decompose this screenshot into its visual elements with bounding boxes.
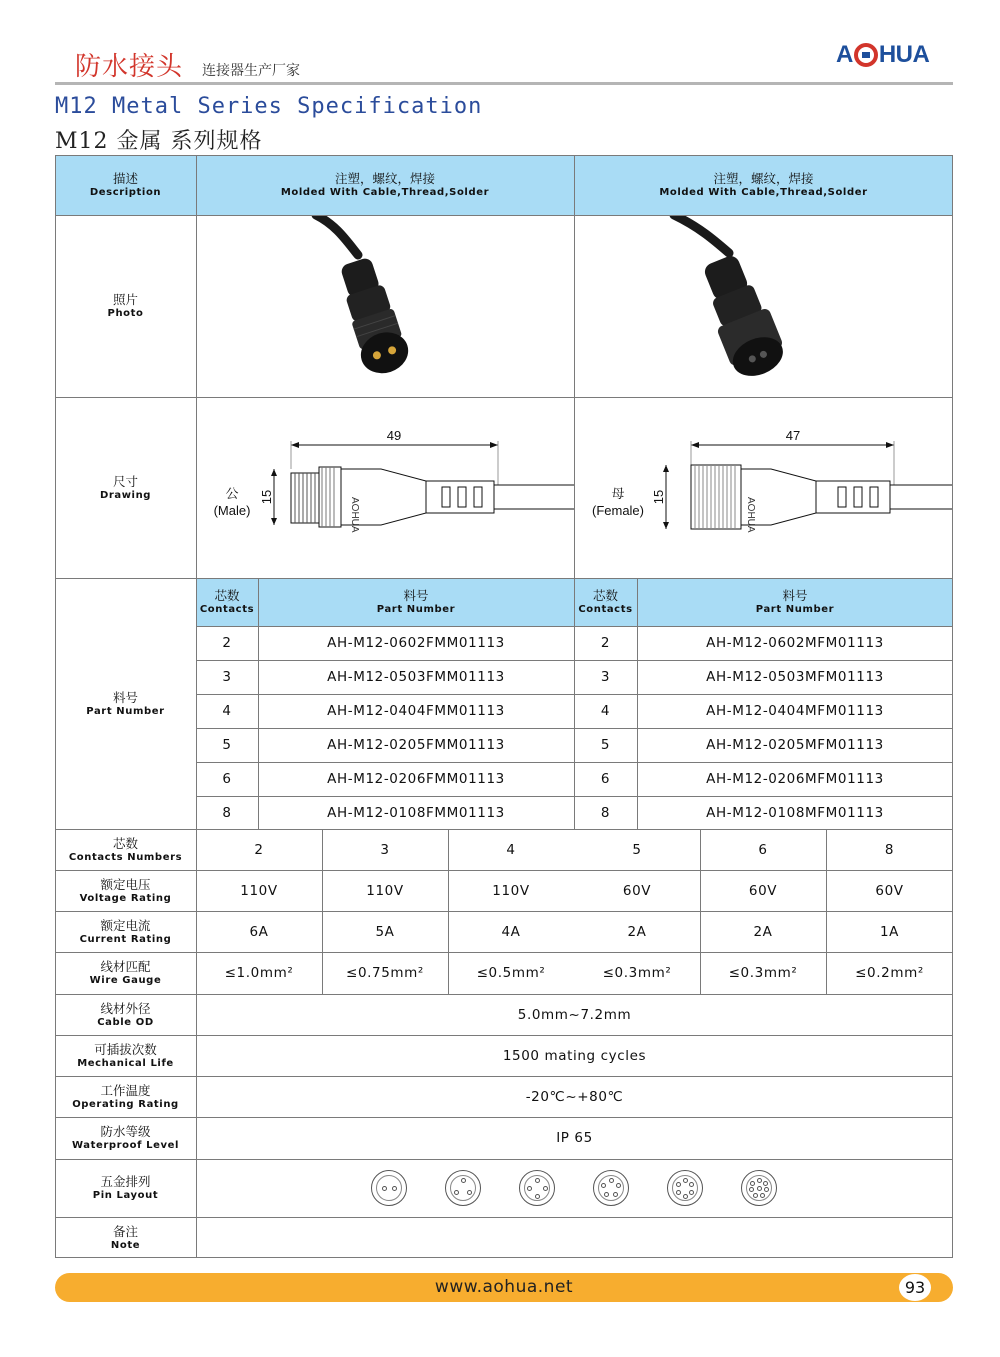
spec-label: 芯数 Contacts Numbers bbox=[68, 835, 183, 863]
spec-value: 110V bbox=[492, 882, 530, 899]
description-col1: 注塑，螺纹，焊接 Molded With Cable,Thread,Solder bbox=[280, 171, 490, 198]
svg-text:公: 公 bbox=[225, 486, 239, 501]
spec-label: 线材匹配 Wire Gauge bbox=[89, 959, 162, 986]
female-dimension-drawing bbox=[574, 397, 953, 578]
cable-od-label: 线材外径 Cable OD bbox=[97, 1000, 154, 1028]
photo-label: 照片 Photo bbox=[107, 292, 144, 319]
website-link[interactable]: www.aohua.net bbox=[434, 1277, 574, 1297]
spec-value: 110V bbox=[240, 882, 278, 899]
table-row: 5 AH-M12-0205FMM01113 5 AH-M12-0205MFM01113 bbox=[222, 737, 884, 753]
spec-label: 额定电压 Voltage Rating bbox=[79, 876, 172, 904]
female-connector-photo bbox=[574, 215, 953, 397]
spec-value: ≤1.0mm² bbox=[224, 965, 294, 981]
page-title-en: M12 Metal Series Specification bbox=[55, 94, 483, 119]
spec-value: 6 bbox=[758, 841, 768, 858]
spec-value: 4 bbox=[506, 841, 516, 858]
page-number: 93 bbox=[899, 1274, 931, 1301]
spec-value: ≤0.75mm² bbox=[346, 965, 424, 981]
spec-label: 额定电流 Current Rating bbox=[79, 917, 172, 945]
drawing-label: 尺寸 Drawing bbox=[99, 473, 152, 501]
svg-text:(Female): (Female) bbox=[591, 503, 645, 518]
female-dia-dim: 15 bbox=[651, 489, 666, 505]
table-row: 3 AH-M12-0503FMM01113 3 AH-M12-0503MFM01113 bbox=[222, 669, 884, 685]
spec-value: 6A bbox=[249, 923, 269, 940]
spec-value: 3 bbox=[380, 841, 390, 858]
male-length-dim: 49 bbox=[386, 428, 402, 443]
page-title-cn: M12 金属 系列规格 bbox=[55, 129, 263, 154]
pin-layout-label: 五金排列 Pin Layout bbox=[92, 1174, 159, 1201]
svg-text:(Male): (Male) bbox=[213, 503, 251, 518]
spec-value: ≤0.2mm² bbox=[855, 965, 924, 981]
svg-text:AOHUA: AOHUA bbox=[349, 497, 360, 533]
pin-layout-3-icon bbox=[445, 1170, 481, 1206]
spec-value: 5A bbox=[375, 923, 395, 940]
table-row: 8 AH-M12-0108FMM01113 8 AH-M12-0108MFM01113 bbox=[222, 804, 884, 821]
svg-text:母: 母 bbox=[611, 486, 625, 501]
operating-rating-label: 工作温度 Operating Rating bbox=[72, 1082, 179, 1110]
spec-value: 60V bbox=[622, 882, 652, 899]
aohua-logo: A HUA bbox=[836, 41, 930, 68]
part-number-label: 料号 Part Number bbox=[86, 689, 165, 717]
cable-od-value: 5.0mm~7.2mm bbox=[517, 1006, 632, 1023]
pin-layout-8-icon bbox=[741, 1170, 777, 1206]
pin-layout-4-icon bbox=[519, 1170, 555, 1206]
mechanical-life-label: 可插拔次数 Mechanical Life bbox=[77, 1041, 174, 1069]
footer-bar bbox=[55, 1273, 953, 1302]
table-row: 4 AH-M12-0404FMM01113 4 AH-M12-0404MFM01113 bbox=[222, 703, 884, 719]
spec-value: 60V bbox=[748, 882, 778, 899]
female-length-dim: 47 bbox=[785, 428, 801, 443]
spec-value: 1A bbox=[879, 923, 900, 940]
note-label: 备注 Note bbox=[110, 1223, 141, 1251]
category-title: 防水接头 bbox=[75, 52, 184, 82]
waterproof-level-label: 防水等级 Waterproof Level bbox=[71, 1124, 180, 1151]
spec-value: 8 bbox=[884, 841, 895, 858]
spec-value: ≤0.3mm² bbox=[602, 965, 672, 981]
header-divider bbox=[55, 82, 953, 85]
spec-value: 2 bbox=[254, 841, 264, 858]
spec-value: ≤0.5mm² bbox=[476, 965, 546, 981]
category-subtitle: 连接器生产厂家 bbox=[202, 63, 300, 79]
spec-value: 2A bbox=[753, 923, 773, 940]
pin-layout-6-icon bbox=[667, 1170, 703, 1206]
description-col2: 注塑，螺纹，焊接 Molded With Cable,Thread,Solder bbox=[659, 171, 868, 198]
waterproof-level-value: IP 65 bbox=[556, 1130, 593, 1146]
spec-value: 60V bbox=[875, 882, 904, 899]
female-contacts-header: 芯数 Contacts bbox=[578, 588, 633, 615]
pin-layout-5-icon bbox=[593, 1170, 629, 1206]
table-row: 6 AH-M12-0206FMM01113 6 AH-M12-0206MFM01113 bbox=[222, 771, 884, 787]
description-label: 描述 Description bbox=[89, 171, 162, 198]
spec-value: 2A bbox=[627, 923, 647, 940]
pin-layout-2-icon bbox=[371, 1170, 407, 1206]
male-dimension-drawing bbox=[196, 397, 574, 578]
svg-text:AOHUA: AOHUA bbox=[745, 497, 756, 533]
operating-rating-value: -20℃~+80℃ bbox=[525, 1088, 624, 1105]
male-dia-dim: 15 bbox=[259, 489, 274, 505]
male-contacts-header: 芯数 Contacts bbox=[199, 588, 255, 615]
spec-value: 110V bbox=[366, 882, 404, 899]
male-part-number-header: 料号 Part Number bbox=[376, 588, 456, 615]
female-part-number-header: 料号 Part Number bbox=[755, 588, 835, 615]
spec-value: 4A bbox=[501, 923, 521, 940]
spec-value: ≤0.3mm² bbox=[728, 965, 798, 981]
male-connector-photo bbox=[196, 215, 574, 397]
mechanical-life-value: 1500 mating cycles bbox=[502, 1047, 647, 1064]
spec-value: 5 bbox=[632, 841, 642, 858]
table-row: 2 AH-M12-0602FMM01113 2 AH-M12-0602MFM01113 bbox=[222, 635, 884, 651]
